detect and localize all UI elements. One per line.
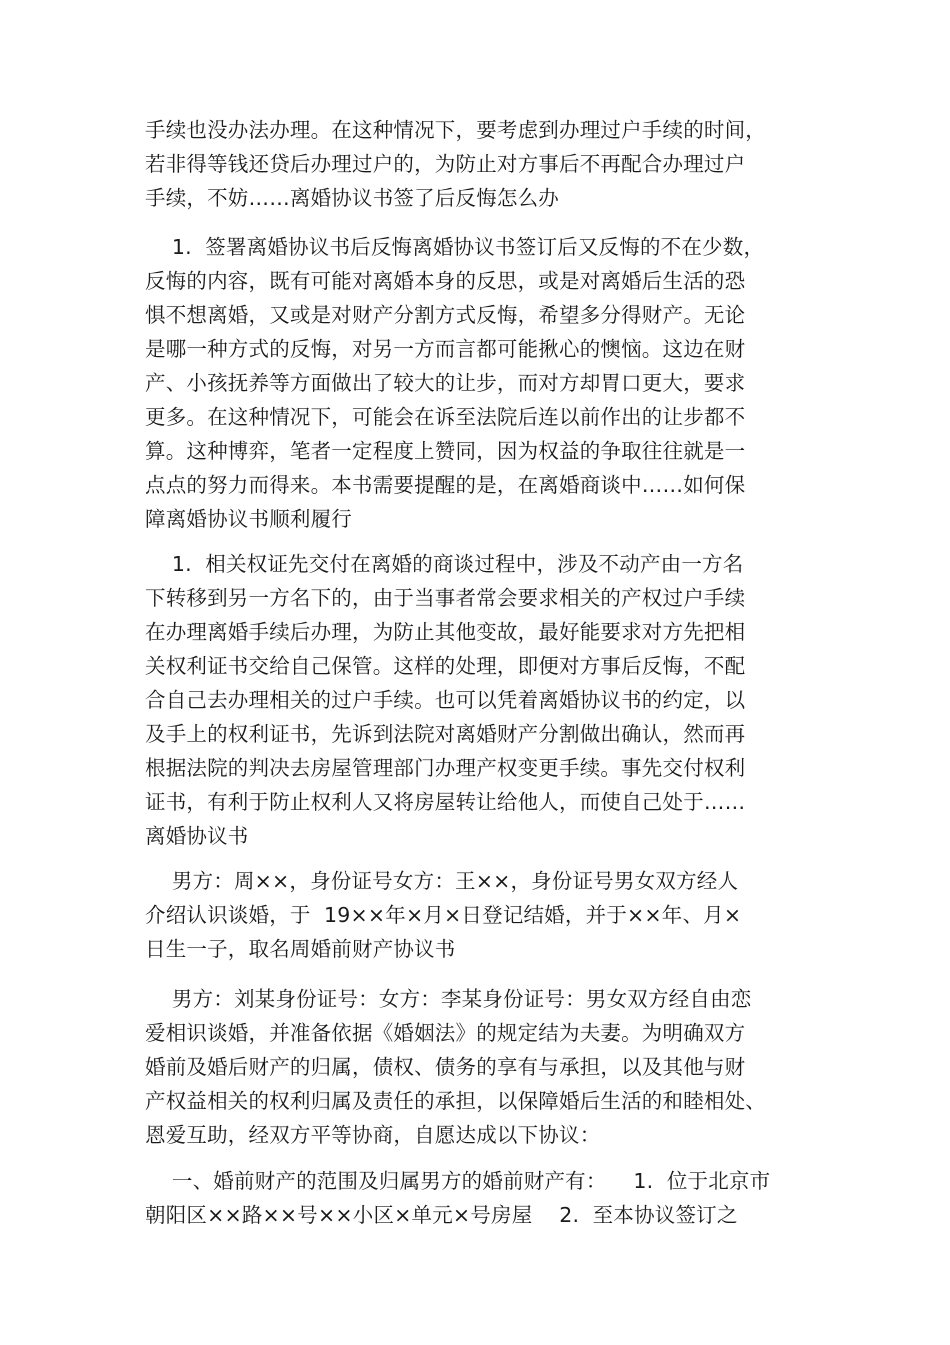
text-line: 是哪一种方式的反悔，对另一方而言都可能揪心的懊恼。这边在财 <box>145 337 746 361</box>
text-line: 关权利证书交给自己保管。这样的处理，即便对方事后反悔，不配 <box>145 654 746 678</box>
text-line: 手续也没办法办理。在这种情况下，要考虑到办理过户手续的时间， <box>145 118 766 142</box>
text-line: 合自己去办理相关的过户手续。也可以凭着离婚协议书的约定，以 <box>145 688 746 712</box>
text-line: 离婚协议书 <box>145 824 249 848</box>
text-line: 1. 签署离婚协议书后反悔离婚协议书签订后又反悔的不在少数， <box>145 235 765 259</box>
text-line: 更多。在这种情况下，可能会在诉至法院后连以前作出的让步都不 <box>145 405 746 429</box>
text-line: 算。这种博弈，笔者一定程度上赞同，因为权益的争取往往就是一 <box>145 439 746 463</box>
paragraph-4 <box>145 864 795 966</box>
text-line: 朝阳区××路××号××小区×单元×号房屋 2. 至本协议签订之 <box>145 1203 738 1227</box>
paragraph-3 <box>145 547 795 853</box>
text-line: 根据法院的判决去房屋管理部门办理产权变更手续。事先交付权利 <box>145 756 746 780</box>
text-line: 在办理离婚手续后办理，为防止其他变故，最好能要求对方先把相 <box>145 620 746 644</box>
text-line: 手续，不妨……离婚协议书签了后反悔怎么办 <box>145 186 559 210</box>
text-line: 一、婚前财产的范围及归属男方的婚前财产有： 1. 位于北京市 <box>145 1169 771 1193</box>
text-line: 介绍认识谈婚，于 19××年×月×日登记结婚，并于××年、月× <box>145 903 742 927</box>
paragraph-2 <box>145 230 795 536</box>
text-line: 男方：刘某身份证号：女方：李某身份证号：男女双方经自由恋 <box>145 987 752 1011</box>
text-line: 下转移到另一方名下的，由于当事者常会要求相关的产权过户手续 <box>145 586 746 610</box>
text-line: 证书，有利于防止权利人又将房屋转让给他人，而使自己处于…… <box>145 790 746 814</box>
text-line: 障离婚协议书顺利履行 <box>145 507 352 531</box>
text-line: 产权益相关的权利归属及责任的承担，以保障婚后生活的和睦相处、 <box>145 1089 766 1113</box>
text-line: 惧不想离婚，又或是对财产分割方式反悔，希望多分得财产。无论 <box>145 303 746 327</box>
text-line: 日生一子，取名周婚前财产协议书 <box>145 937 456 961</box>
text-line: 1. 相关权证先交付在离婚的商谈过程中，涉及不动产由一方名 <box>145 552 744 576</box>
text-line: 爱相识谈婚，并准备依据《婚姻法》的规定结为夫妻。为明确双方 <box>145 1021 746 1045</box>
text-line: 反悔的内容，既有可能对离婚本身的反思，或是对离婚后生活的恐 <box>145 269 746 293</box>
text-line: 男方：周××，身份证号女方：王××，身份证号男女双方经人 <box>145 869 739 893</box>
text-line: 及手上的权利证书，先诉到法院对离婚财产分割做出确认，然而再 <box>145 722 746 746</box>
paragraph-6 <box>145 1164 795 1232</box>
text-line: 点点的努力而得来。本书需要提醒的是，在离婚商谈中……如何保 <box>145 473 746 497</box>
paragraph-1 <box>145 113 795 215</box>
text-line: 恩爱互助，经双方平等协商，自愿达成以下协议： <box>145 1123 601 1147</box>
text-line: 产、小孩抚养等方面做出了较大的让步，而对方却胃口更大，要求 <box>145 371 746 395</box>
text-line: 若非得等钱还贷后办理过户的，为防止对方事后不再配合办理过户 <box>145 152 746 176</box>
paragraph-5 <box>145 982 795 1152</box>
text-line: 婚前及婚后财产的归属，债权、债务的享有与承担，以及其他与财 <box>145 1055 746 1079</box>
